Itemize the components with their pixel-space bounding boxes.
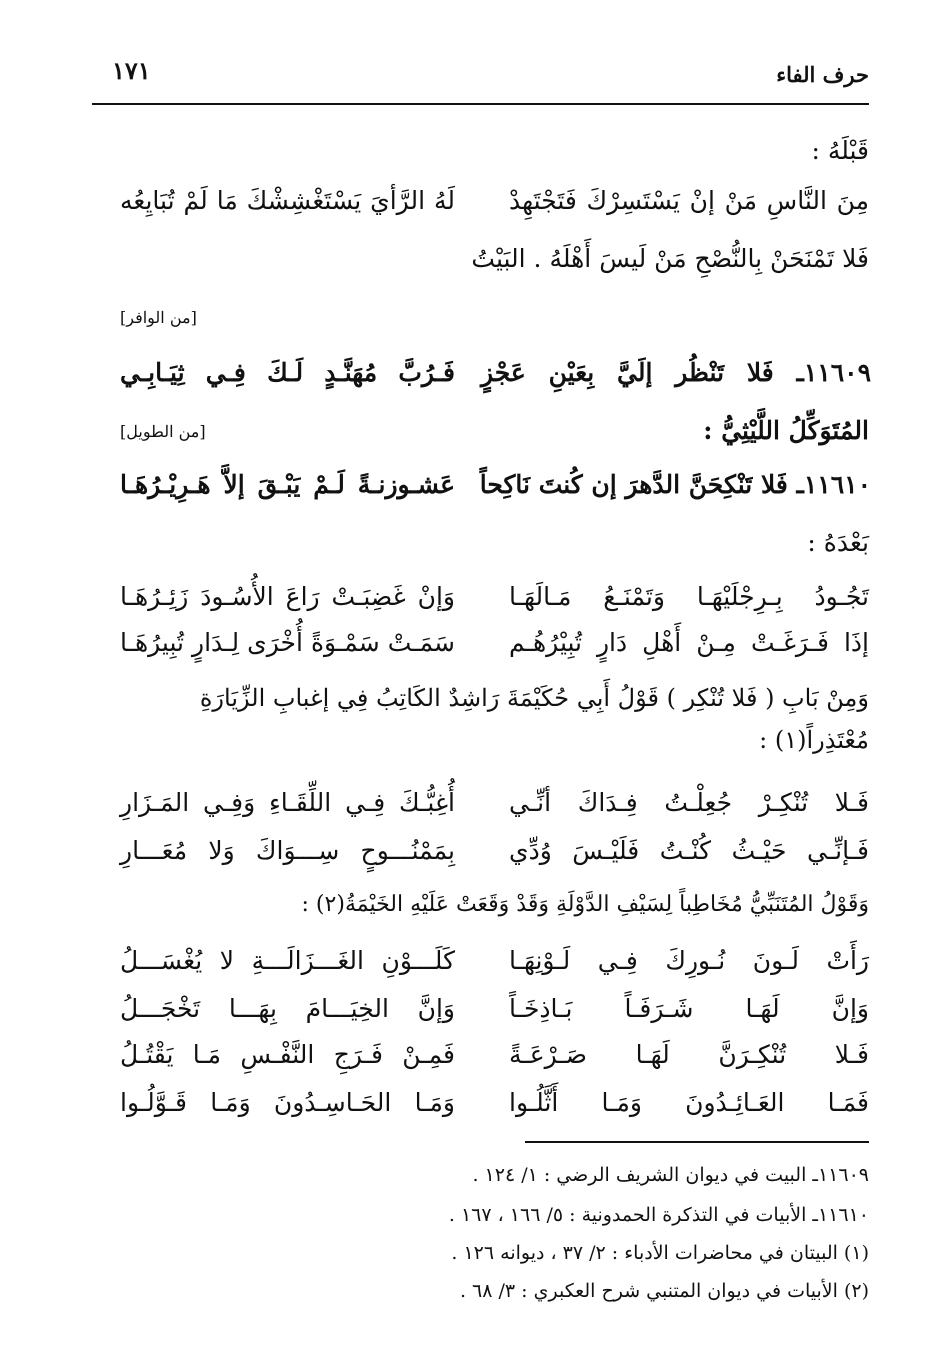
verse-11609: [120, 358, 871, 398]
prose-abu-hukayma-line1: وَمِنْ بَابِ ( فَلا تُنْكِر ) قَوْلُ أَبِي حُكَيْمَةَ رَاشِدٌ الكَاتِبُ فِي إغبابِ الزِّيَارَةِ: [199, 684, 869, 712]
verse-b1-first-hemistich: تَجُـودُ بِـرِجْلَيْهَـا وَتَمْنَـعُ مَـالَهَـا: [509, 582, 869, 611]
verse-c1-first-hemistich: فَـلا تُنْكِـرْ جُعِلْـتُ فِـدَاكَ أنِّـي: [509, 788, 869, 817]
verse-d2-first-hemistich: وَإنَّ لَهَـا شَـرَفَـاً بَـاذِخَـاً: [509, 994, 869, 1023]
verse-d3-first-hemistich: فَـلا تُنْكِـرَنَّ لَهَـا صَـرْعَـةً: [509, 1040, 869, 1069]
verse-11610-first-hemistich: ١١٦١٠ـ فَلا تَنْكِحَنَّ الدَّهرَ إن كُنتَ نَاكِحاً: [479, 470, 871, 499]
verse-d3: [120, 1040, 869, 1080]
verse-b1: [120, 582, 869, 622]
verse-a-second-hemistich: لَهُ الرَّأيَ يَسْتَغْشِشْكَ مَا لَمْ تُبَايِعُه: [120, 186, 455, 215]
verse-d4-second-hemistich: وَمَـا الحَـاسِـدُونَ وَمَـا قَـوَّلُـوا: [120, 1088, 455, 1117]
verse-d4-first-hemistich: فَمَـا العَـائِـدُونَ وَمَـا أَثَّلُـوا: [509, 1088, 869, 1117]
meter-label-wafir: [من الوافر]: [120, 308, 197, 327]
verse-b2-first-hemistich: إذَا فَـرَغَـتْ مِـنْ أَهْلِ دَارٍ تُبِيْرُهُـم: [509, 628, 869, 657]
verse-c1-second-hemistich: أُغِبُّـكَ فِـي اللِّقَـاءِ وَفِـي المَـزَارِ: [120, 788, 455, 817]
verse-d2: [120, 994, 869, 1034]
footnote-2: (٢) الأبيات في ديوان المتنبي شرح العكبري : ٣/ ٦٨ .: [459, 1280, 869, 1302]
verse-d4: [120, 1088, 869, 1128]
chapter-title: حرف الفاء: [776, 62, 869, 87]
verse-c2-second-hemistich: بِمَمْنُـــوحٍ سِـــوَاكَ وَلا مُعَـــارِ: [120, 836, 455, 865]
verse-c2: [120, 836, 869, 876]
badahu-label: بَعْدَهُ :: [807, 528, 869, 557]
verse-11609-second-hemistich: فَـرُبَّ مُهَنَّـدٍ لَـكَ فِـي ثِيَـابِـي: [120, 358, 455, 387]
footnote-1: (١) البيتان في محاضرات الأدباء : ٢/ ٣٧ ، ديوانه ١٢٦ .: [451, 1242, 869, 1264]
prose-mutanabbi: وَقَوْلُ المُتَنَبِّيُّ مُخَاطِباً لِسَيْفِ الدَّوْلَةِ وَقَدْ وَقَعَتْ عَلَيْهِ الخَيْمَةُ(٢) :: [301, 892, 869, 917]
verse-d3-second-hemistich: فَمِـنْ فَـرَجِ النَّفْـسِ مَـا يَقْتُـلُ: [120, 1040, 455, 1069]
verse-d1: [120, 946, 869, 986]
page-number: ١٧١: [112, 56, 151, 85]
verse-b1-second-hemistich: وَإنْ غَضِبَـتْ رَاعَ الأُسُـودَ زَئِـرُهَـا: [120, 582, 455, 611]
verse-b2-second-hemistich: سَمَـتْ سَمْـوَةً أُخْرَى لِـدَارٍ تُبِيرُهَـا: [120, 628, 455, 657]
footnote-11610: ١١٦١٠ـ الأبيات في التذكرة الحمدونية : ٥/ ١٦٦ ، ١٦٧ .: [448, 1204, 869, 1226]
qablahu-label: قَبْلَهُ :: [811, 136, 869, 165]
verse-a-first-hemistich: مِنَ النَّاسِ مَنْ إنْ يَسْتَسِرْكَ فَتَجْتَهِدْ: [509, 186, 869, 215]
verse-11610-second-hemistich: عَشـوزنـةً لَـمْ يَبْـقَ إلاَّ هَـرِيْـرُهَـا: [120, 470, 455, 499]
verse-d1-second-hemistich: كَلَـــوْنِ الغَـــزَالَـــةِ لا يُغْسَـــلُ: [120, 946, 455, 975]
footnote-rule: [525, 1141, 869, 1143]
verse-11610: [120, 470, 871, 510]
poet-name: المُتَوَكِّلُ اللَّيْثِيُّ :: [703, 416, 869, 445]
prose-abu-hukayma-line2: مُعْتَذِراً(١) :: [759, 726, 869, 754]
verse-d2-second-hemistich: وَإنَّ الخِيَـــامَ بِهَـــا تَخْجَـــلُ: [120, 994, 455, 1023]
verse-c2-first-hemistich: فَـإنِّـي حَيْـثُ كُنْـتُ فَلَيْـسَ وُدِّي: [509, 836, 869, 865]
verse-d1-first-hemistich: رَأَتْ لَـونَ نُـورِكَ فِـي لَـوْنِهَـا: [509, 946, 869, 975]
line-after-verse-a: فَلا تَمْنَحَنْ بِالنُّصْحِ مَنْ لَيسَ أَهْلَهُ . البَيْتُ: [471, 244, 869, 273]
footnote-11609: ١١٦٠٩ـ البيت في ديوان الشريف الرضي : ١/ ١٢٤ .: [472, 1164, 869, 1186]
verse-b2: [120, 628, 869, 668]
verse-c1: [120, 788, 869, 828]
header-rule: [92, 103, 869, 105]
verse-a: [120, 186, 869, 226]
meter-label-tawil: [من الطويل]: [120, 422, 206, 441]
verse-11609-first-hemistich: ١١٦٠٩ـ فَلا تَنْظُر إلَيَّ بِعَيْنِ عَجْزٍ: [481, 358, 871, 387]
